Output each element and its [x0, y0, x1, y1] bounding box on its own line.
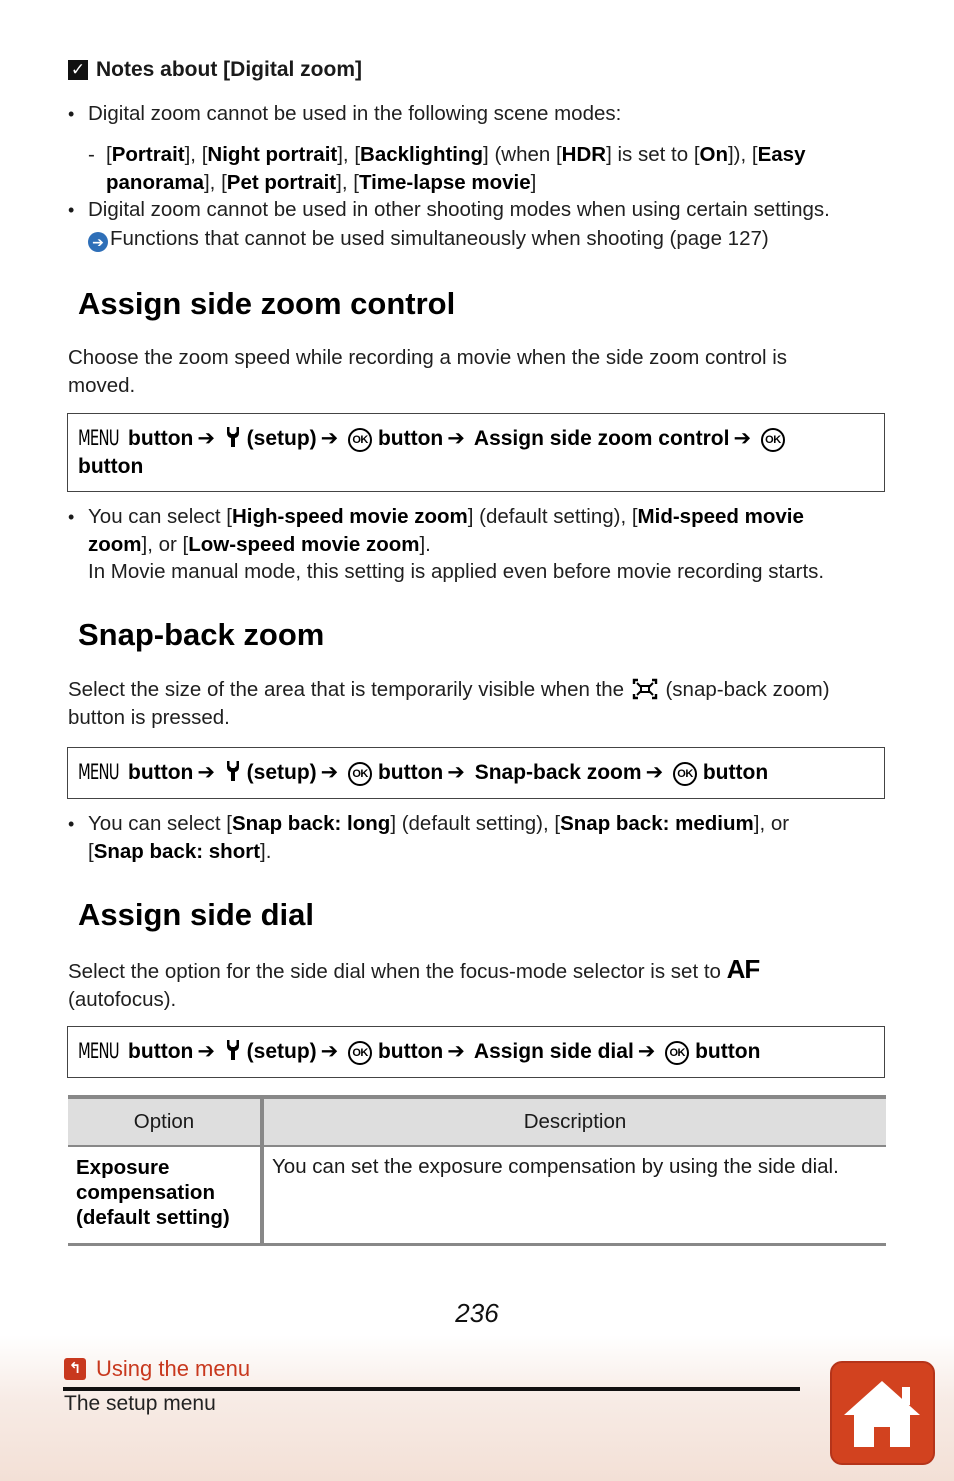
- notes-title: Notes about [Digital zoom]: [96, 58, 362, 81]
- link-arrow-icon: ➔: [88, 232, 108, 252]
- option-line: (default setting): [76, 1206, 230, 1229]
- mode-portrait: Portrait: [111, 143, 185, 166]
- option-cell: [68, 1146, 262, 1245]
- mode-night-portrait: Night portrait: [207, 143, 338, 166]
- description-cell: You can set the exposure compensation by using the side dial.: [262, 1146, 886, 1245]
- breadcrumb-main[interactable]: [64, 1356, 250, 1382]
- mode-panorama: panorama: [106, 170, 204, 194]
- back-arrow-icon[interactable]: ↰: [64, 1358, 86, 1380]
- text: ], or: [753, 812, 790, 835]
- intro-line-2: moved.: [68, 373, 136, 397]
- procedure-box-snap-back: [67, 747, 885, 799]
- menu-item-name: Assign side dial: [473, 1040, 634, 1063]
- option-line: compensation: [76, 1181, 215, 1204]
- arrow-icon: ➔: [197, 427, 215, 450]
- text: ] (default setting), [: [390, 812, 561, 835]
- note-bullet-2: Digital zoom cannot be used in other shooting modes when using certain settings.: [88, 198, 830, 221]
- intro-text: Select the option for the side dial when the focus-mode selector is set to: [68, 960, 721, 983]
- procedure-box-side-dial: [67, 1026, 885, 1078]
- mode-time-lapse: Time-lapse movie: [358, 170, 531, 194]
- ok-button-icon: OK: [348, 762, 372, 786]
- arrow-icon: ➔: [320, 1040, 339, 1063]
- section2-intro: [68, 676, 888, 731]
- option-snap-long: Snap back: long: [231, 812, 391, 835]
- button-word: button: [128, 761, 194, 784]
- bullet-dot: •: [68, 814, 75, 834]
- bullet-dot: •: [68, 200, 75, 220]
- snap-back-zoom-icon: [632, 678, 658, 700]
- breadcrumb-link[interactable]: Using the menu: [96, 1356, 251, 1381]
- menu-item-name: Assign side zoom control: [473, 427, 730, 450]
- button-word: button: [78, 455, 144, 478]
- mode-pet-portrait: Pet portrait: [226, 170, 337, 194]
- option-snap-short: Snap back: short: [93, 839, 261, 863]
- bullet-dot: •: [68, 104, 75, 124]
- arrow-icon: ➔: [645, 761, 664, 784]
- check-note-icon: ✓: [68, 60, 88, 80]
- wrench-setup-icon: [225, 1039, 241, 1061]
- text: ], or [: [141, 532, 189, 556]
- intro-line-2: (autofocus).: [68, 987, 177, 1011]
- arrow-icon: ➔: [637, 1040, 656, 1063]
- button-word: button: [702, 761, 769, 784]
- ok-button-icon: OK: [348, 428, 372, 452]
- menu-button-label: MENU: [78, 426, 119, 450]
- table-row: [68, 1146, 886, 1245]
- header-description: Description: [262, 1097, 886, 1146]
- intro-line-2: button is pressed.: [68, 705, 230, 729]
- table-header-row: [68, 1097, 886, 1146]
- ok-button-icon: OK: [665, 1041, 689, 1065]
- option-mid-speed: Mid-speed movie: [637, 505, 804, 528]
- option-table: [68, 1095, 886, 1246]
- button-word: button: [377, 1040, 444, 1063]
- arrow-icon: ➔: [447, 427, 465, 450]
- note-bullet-1: Digital zoom cannot be used in the following scene modes:: [88, 102, 622, 125]
- when-text: (when [: [488, 143, 562, 166]
- arrow-icon: ➔: [320, 761, 339, 784]
- section1-intro: [68, 344, 868, 399]
- text: You can select [: [88, 812, 232, 835]
- arrow-icon: ➔: [197, 1040, 215, 1063]
- section3-intro: [68, 956, 888, 1013]
- section1-options: [88, 503, 888, 586]
- button-word: button: [377, 761, 444, 784]
- bullet-dot: •: [68, 507, 75, 527]
- procedure-box-side-zoom: [67, 413, 885, 492]
- ok-button-icon: OK: [348, 1041, 372, 1065]
- cross-reference-link[interactable]: [88, 225, 769, 253]
- breadcrumb-sub: The setup menu: [64, 1392, 216, 1415]
- on-label: On: [699, 143, 728, 166]
- hdr-label: HDR: [561, 143, 607, 166]
- ok-button-icon: OK: [761, 428, 785, 452]
- menu-item-name: Snap-back zoom: [474, 761, 642, 784]
- button-word: button: [377, 427, 444, 450]
- movie-manual-note: In Movie manual mode, this setting is applied even before movie recording starts.: [88, 560, 825, 583]
- dash-marker: -: [88, 143, 95, 166]
- mode-easy: Easy: [757, 143, 806, 166]
- mode-backlighting: Backlighting: [360, 143, 484, 166]
- intro-line-1: Choose the zoom speed while recording a movie when the side zoom control is: [68, 346, 788, 369]
- arrow-icon: ➔: [733, 427, 752, 450]
- menu-button-label: MENU: [78, 1039, 119, 1063]
- option-high-speed: High-speed movie zoom: [231, 505, 468, 528]
- text: ].: [419, 532, 431, 556]
- section2-options: You can select [Snap back: long] (default setting), [Snap back: medium], or [Snap back: short].: [88, 812, 790, 863]
- setup-word: (setup): [246, 1040, 317, 1063]
- button-word: button: [128, 427, 194, 450]
- option-snap-medium: Snap back: medium: [560, 812, 754, 835]
- option-line: Exposure: [76, 1156, 170, 1179]
- arrow-icon: ➔: [447, 1040, 465, 1063]
- text: You can select [: [88, 505, 232, 528]
- home-button[interactable]: [830, 1361, 935, 1465]
- arrow-icon: ➔: [447, 761, 465, 784]
- home-icon[interactable]: [832, 1363, 933, 1463]
- text: ].: [260, 839, 272, 863]
- section-title-side-dial: Assign side dial: [78, 897, 315, 932]
- text: ] (default setting), [: [467, 505, 638, 528]
- arrow-icon: ➔: [320, 427, 339, 450]
- autofocus-af-icon: AF: [726, 954, 760, 984]
- button-word: button: [128, 1040, 194, 1063]
- menu-button-label: MENU: [78, 760, 119, 784]
- intro-text: Select the size of the area that is temporarily visible when the: [68, 678, 625, 701]
- option-low-speed: Low-speed movie zoom: [188, 532, 420, 556]
- intro-text: (snap-back zoom): [665, 678, 830, 701]
- footer-divider: [63, 1387, 800, 1391]
- setup-word: (setup): [246, 761, 317, 784]
- is-set-to-text: ] is set to [: [606, 143, 700, 166]
- section-title-snap-back: Snap-back zoom: [78, 617, 325, 652]
- section-title-side-zoom: Assign side zoom control: [78, 286, 456, 321]
- link-text[interactable]: Functions that cannot be used simultaneously when shooting (page 127): [110, 227, 769, 250]
- page-number: 236: [455, 1298, 499, 1328]
- ok-button-icon: OK: [673, 762, 697, 786]
- scene-mode-list: [Portrait], [Night portrait], [Backlighting] (when [HDR] is set to [On]), [Easy panorama], [Pet portrait], [Time-lapse movie]: [106, 143, 806, 194]
- notes-heading: [68, 58, 362, 82]
- wrench-setup-icon: [225, 760, 241, 782]
- header-option: Option: [68, 1097, 262, 1146]
- setup-word: (setup): [246, 427, 317, 450]
- wrench-setup-icon: [225, 426, 241, 448]
- arrow-icon: ➔: [197, 761, 215, 784]
- button-word: button: [695, 1040, 761, 1063]
- option-mid-speed-cont: zoom: [88, 532, 142, 556]
